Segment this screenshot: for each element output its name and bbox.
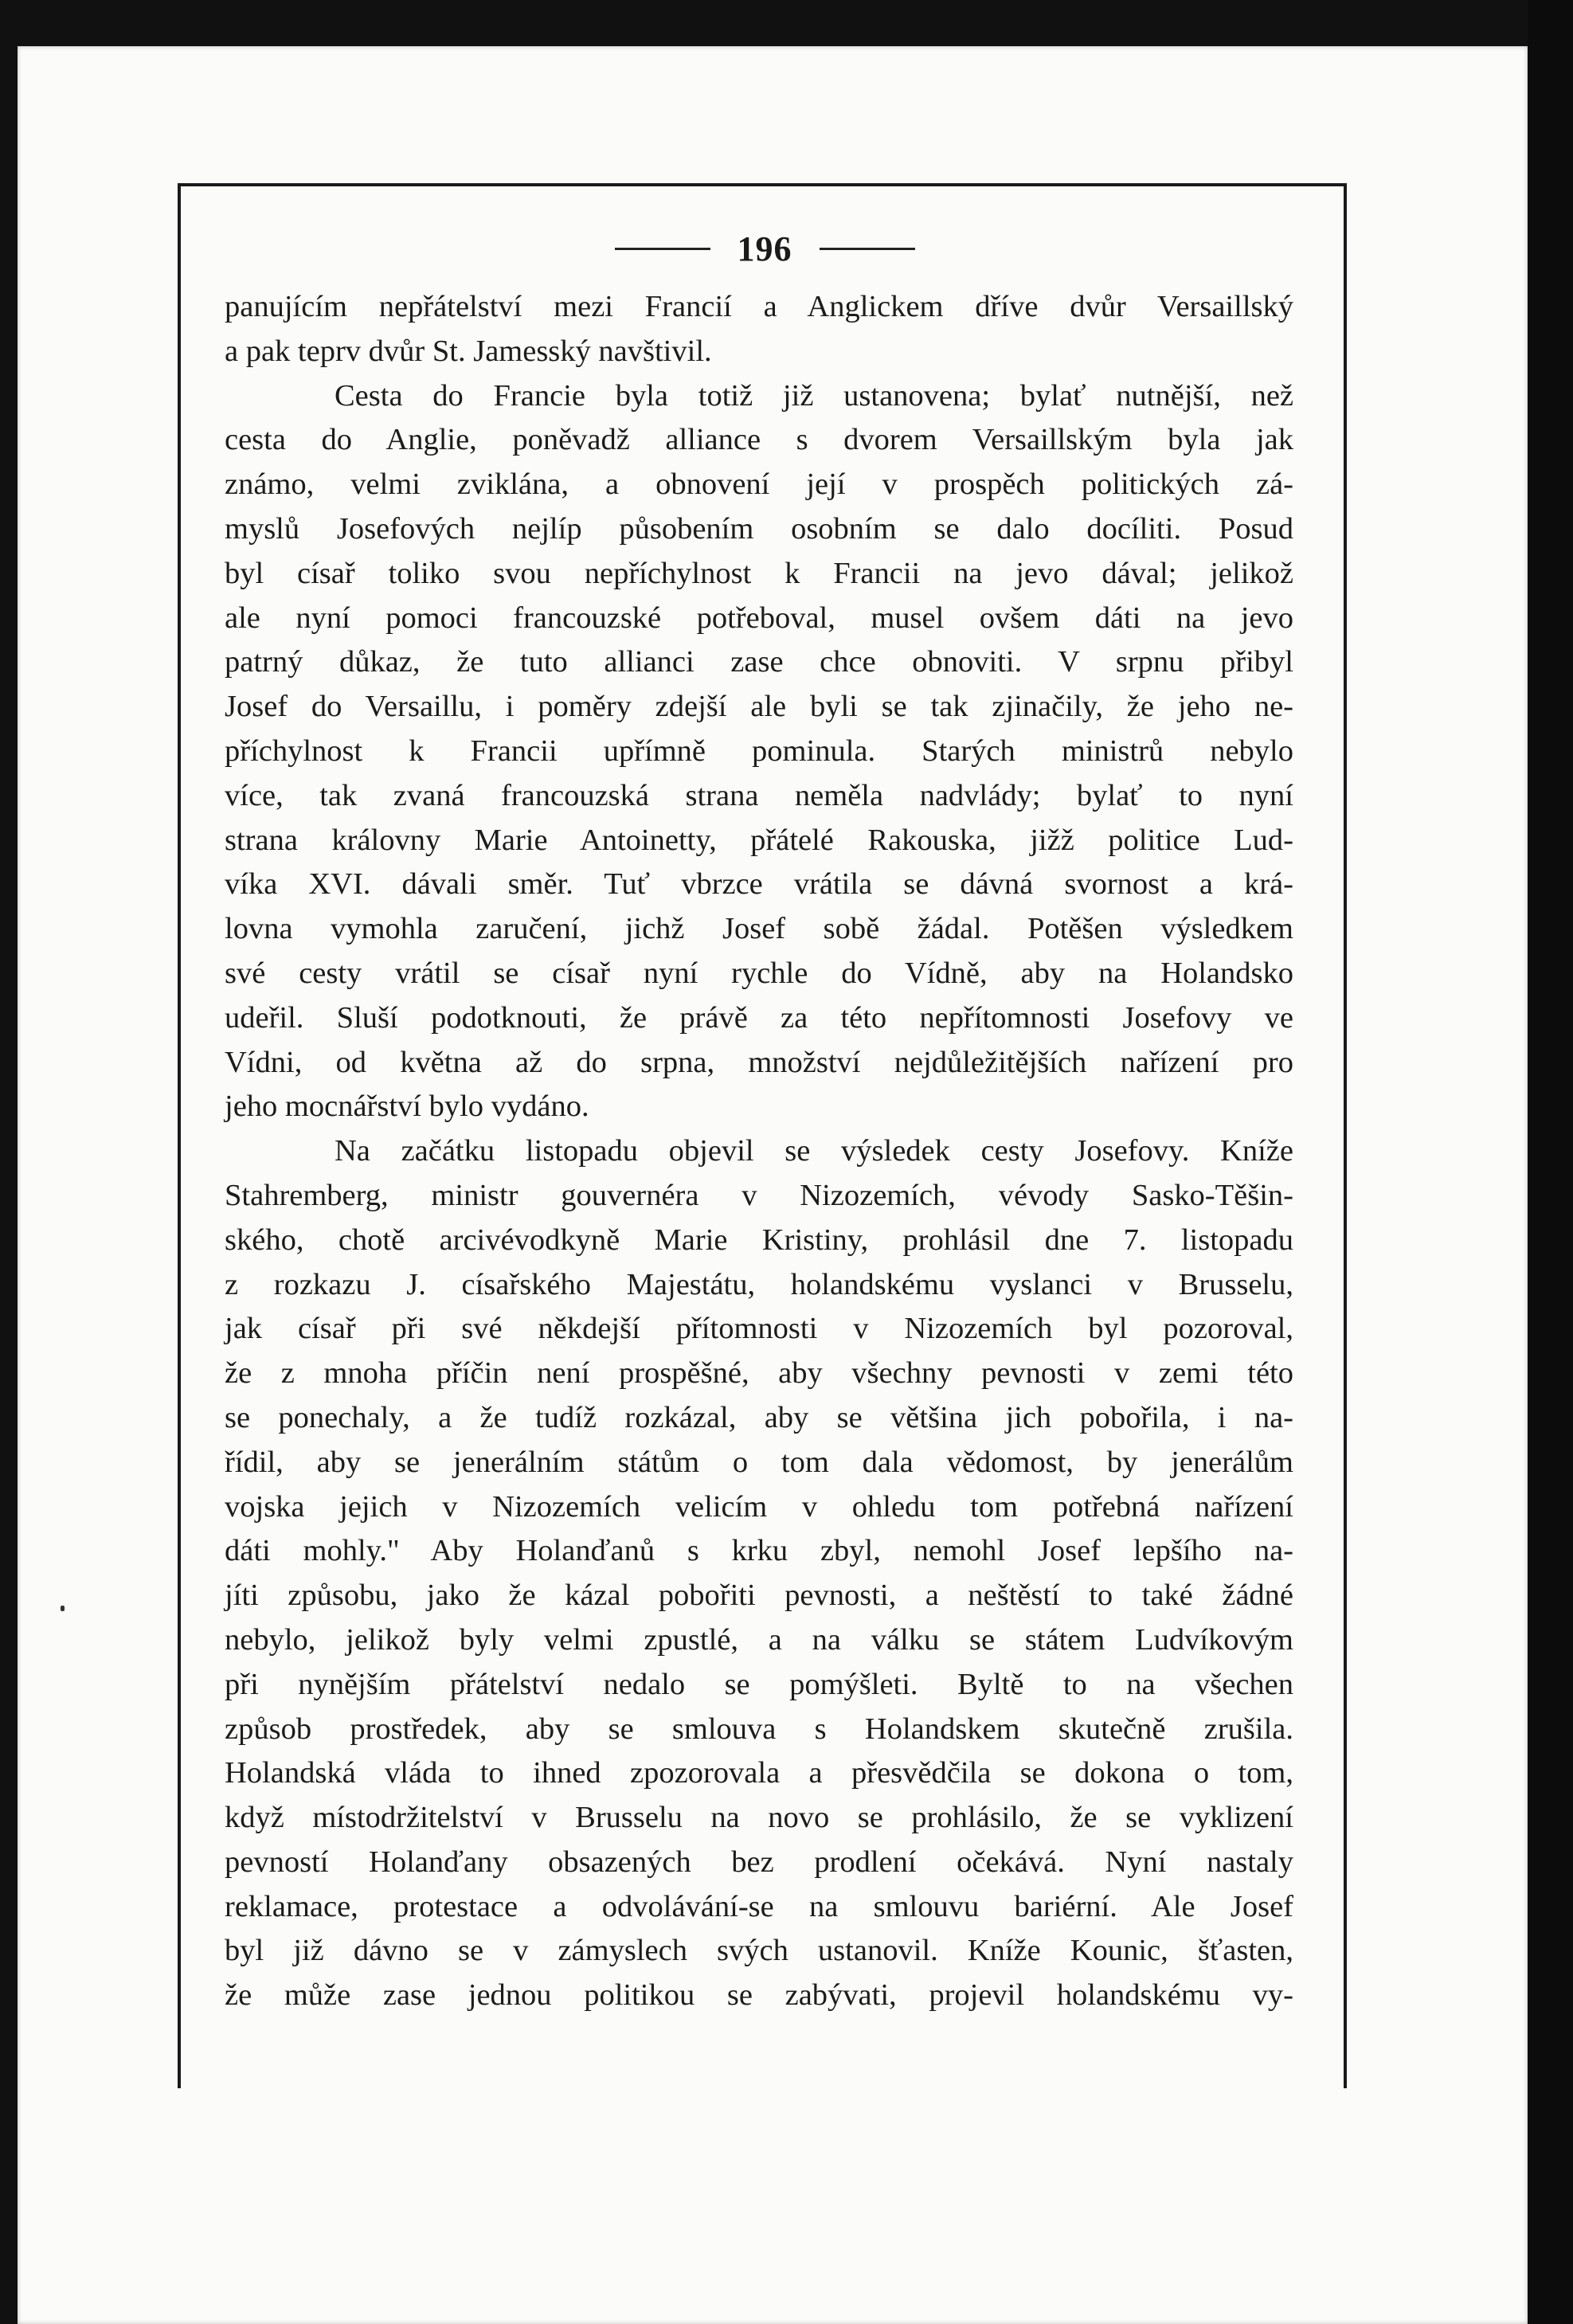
scan-edge-strip xyxy=(1528,0,1573,2324)
text-line: jeho mocnářství bylo vydáno. xyxy=(225,1090,589,1124)
page-border-right xyxy=(1344,183,1347,2088)
text-line: jak císař při své někdejší přítomnosti v Nizozemích byl pozoroval, xyxy=(225,1312,1293,1346)
text-line: když místodržitelství v Brusselu na novo se prohlásilo, že se vyklizení xyxy=(225,1801,1293,1835)
text-line: že z mnoha příčin není prospěšné, aby všechny pevnosti v zemi této xyxy=(225,1356,1293,1391)
text-line: vojska jejich v Nizozemích velicím v ohledu tom potřebná nařízení xyxy=(225,1489,1293,1524)
text-line: více, tak zvaná francouzská strana neměla nadvlády; bylať to nyní xyxy=(225,778,1293,812)
header-rule-left xyxy=(615,248,710,250)
text-line: lovna vymohla zaručení, jichž Josef sobě žádal. Potěšen výsledkem xyxy=(225,912,1293,946)
text-line: ského, chotě arcivévodkyně Marie Kristiny, prohlásil dne 7. listopadu xyxy=(225,1223,1293,1257)
text-line: známo, velmi zviklána, a obnovení její v prospěch politických zá- xyxy=(225,468,1293,502)
text-line: Vídni, od května až do srpna, množství nejdůležitějších nařízení pro xyxy=(225,1045,1293,1079)
text-line: cesta do Anglie, poněvadž alliance s dvorem Versaillským byla jak xyxy=(225,423,1293,457)
text-line: udeřil. Sluší podotknouti, že právě za této nepřítomnosti Josefovy ve xyxy=(225,1000,1293,1035)
text-line: způsob prostředek, aby se smlouva s Holandskem skutečně zrušila. xyxy=(225,1712,1293,1746)
text-line: řídil, aby se jenerálním státům o tom dala vědomost, by jenerálům xyxy=(225,1445,1293,1479)
page-header xyxy=(223,225,1306,272)
text-line: jíti způsobu, jako že kázal pobořiti pevnosti, a neštěstí to také žádné xyxy=(225,1579,1293,1613)
text-line: panujícím nepřátelství mezi Francií a Anglickem dříve dvůr Versaillský xyxy=(225,290,1293,323)
text-line: příchylnost k Francii upřímně pominula. Starých ministrů nebylo xyxy=(225,734,1293,768)
text-line: z rozkazu J. císařského Majestátu, holandskému vyslanci v Brusselu, xyxy=(225,1267,1293,1301)
text-line: Cesta do Francie byla totiž již ustanovena; bylať nutnější, než xyxy=(335,378,1293,413)
page-border-top xyxy=(178,183,1345,186)
header-rule-right xyxy=(820,248,915,250)
text-line: dáti mohly." Aby Holanďanů s krku zbyl, nemohl Josef lepšího na- xyxy=(225,1534,1293,1568)
text-line: Stahremberg, ministr gouvernéra v Nizozemích, vévody Sasko-Těšin- xyxy=(225,1178,1293,1212)
text-line: své cesty vrátil se císař nyní rychle do Vídně, aby na Holandsko xyxy=(225,956,1293,990)
text-line: strana královny Marie Antoinetty, přátelé Rakouska, jižž politice Lud- xyxy=(225,823,1293,857)
text-line: pevností Holanďany obsazených bez prodlení očekává. Nyní nastaly xyxy=(225,1845,1293,1879)
text-line: byl císař toliko svou nepříchylnost k Francii na jevo dával; jelikož xyxy=(225,556,1293,590)
text-line: reklamace, protestace a odvolávání-se na smlouvu bariérní. Ale Josef xyxy=(225,1889,1293,1923)
text-line: při nynějším přátelství nedalo se pomýšleti. Byltě to na všechen xyxy=(225,1667,1293,1701)
text-line: myslů Josefových nejlíp působením osobním se dalo docíliti. Posud xyxy=(225,511,1293,546)
text-line: Holandská vláda to ihned zpozorovala a přesvědčila se dokona o tom, xyxy=(225,1756,1293,1790)
scan-speck xyxy=(61,1606,65,1611)
page-number: 196 xyxy=(737,229,792,268)
text-line: byl již dávno se v zámyslech svých ustanovil. Kníže Kounic, šťasten, xyxy=(225,1934,1293,1968)
text-line: patrný důkaz, že tuto allianci zase chce obnoviti. V srpnu přibyl xyxy=(225,645,1293,679)
text-line: že může zase jednou politikou se zabývati, projevil holandskému vy- xyxy=(225,1978,1293,2013)
body-text xyxy=(225,285,1293,2018)
text-line: a pak teprv dvůr St. Jamesský navštivil. xyxy=(225,334,712,368)
text-line: ale nyní pomoci francouzské potřeboval, musel ovšem dáti na jevo xyxy=(225,601,1293,635)
page-border-left xyxy=(178,183,181,2088)
text-line: víka XVI. dávali směr. Tuť vbrzce vrátila se dávná svornost a krá- xyxy=(225,867,1293,902)
text-line: Josef do Versaillu, i poměry zdejší ale byli se tak zjinačily, že jeho ne- xyxy=(225,690,1293,724)
text-line: nebylo, jelikož byly velmi zpustlé, a na válku se státem Ludvíkovým xyxy=(225,1622,1293,1657)
text-line: Na začátku listopadu objevil se výsledek cesty Josefovy. Kníže xyxy=(335,1134,1293,1168)
text-line: se ponechaly, a že tudíž rozkázal, aby se většina jich pobořila, i na- xyxy=(225,1400,1293,1434)
